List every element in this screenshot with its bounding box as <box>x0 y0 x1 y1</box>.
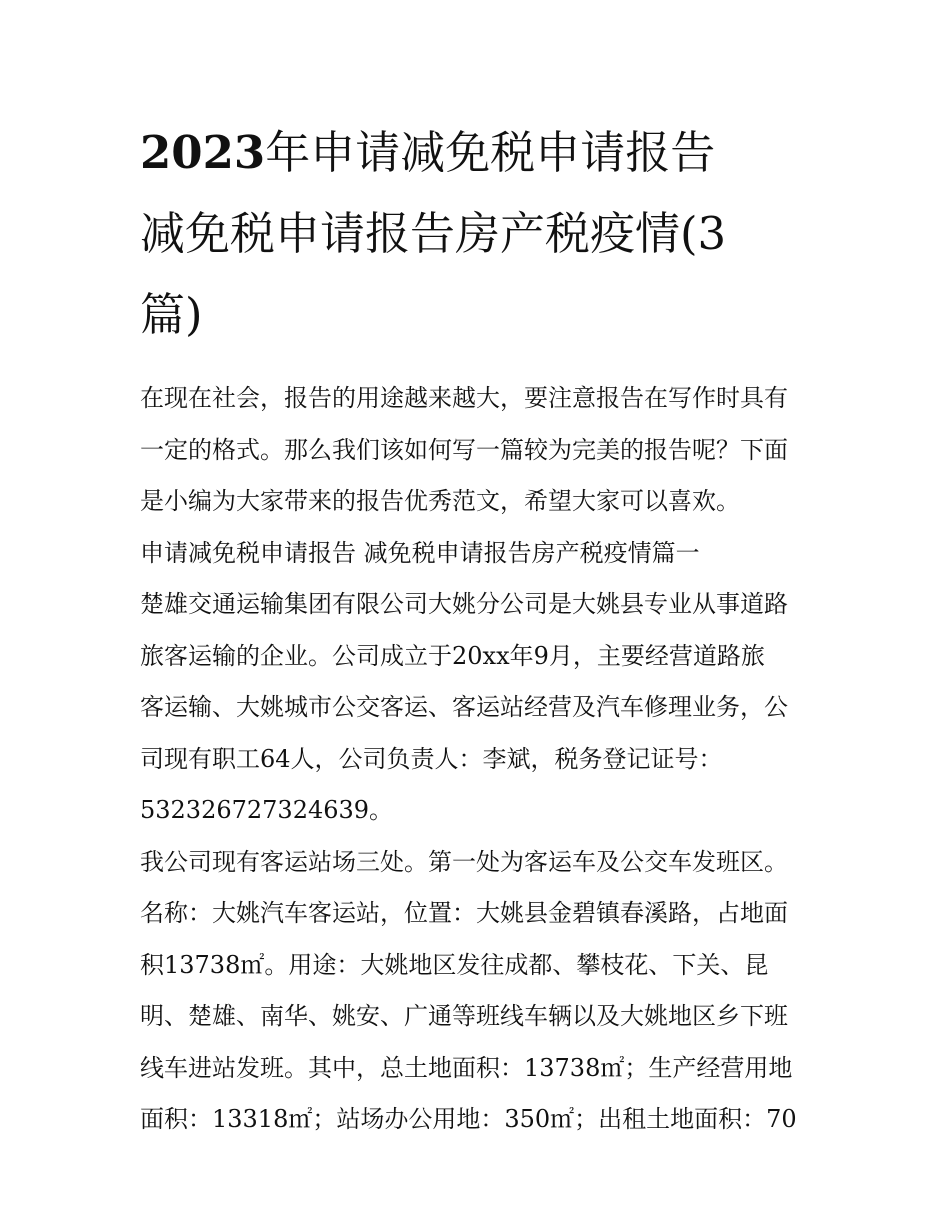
document-page <box>140 112 820 1146</box>
document-title <box>140 112 820 355</box>
body-line: 楚雄交通运输集团有限公司大姚分公司是大姚县专业从事道路 <box>140 590 788 618</box>
body-line: 司现有职工64人，公司负责人：李斌，税务登记证号： <box>140 744 723 773</box>
body-line: 我公司现有客运站场三处。第一处为客运车及公交车发班区。 <box>140 847 788 876</box>
body-line: 线车进站发班。其中，总土地面积：13738㎡；生产经营用地 <box>140 1053 793 1082</box>
body-line: 名称：大姚汽车客运站，位置：大姚县金碧镇春溪路，占地面 <box>140 899 788 927</box>
body-line: 一定的格式。那么我们该如何写一篇较为完美的报告呢？下面 <box>140 435 788 464</box>
body-line: 客运输、大姚城市公交客运、客运站经营及汽车修理业务，公 <box>140 693 788 721</box>
section-heading: 申请减免税申请报告 减免税申请报告房产税疫情篇一 <box>140 538 700 567</box>
body-line: 在现在社会，报告的用途越来越大，要注意报告在写作时具有 <box>140 384 788 412</box>
body-line: 旅客运输的企业。公司成立于20xx年9月，主要经营道路旅 <box>140 641 765 670</box>
document-body <box>140 373 820 1146</box>
body-line: 积13738㎡。用途：大姚地区发往成都、攀枝花、下关、昆 <box>140 950 769 979</box>
title-line-2: 减免税申请报告房产税疫情(3 <box>140 207 727 260</box>
body-line: 是小编为大家带来的报告优秀范文，希望大家可以喜欢。 <box>140 487 740 515</box>
body-line: 532326727324639。 <box>140 796 394 824</box>
title-line-3: 篇) <box>140 288 203 341</box>
title-year: 2023 <box>140 126 266 179</box>
body-line: 面积：13318㎡；站场办公用地：350㎡；出租土地面积：70 <box>140 1105 797 1133</box>
title-line-1: 年申请减免税申请报告 <box>265 126 716 179</box>
body-line: 明、楚雄、南华、姚安、广通等班线车辆以及大姚地区乡下班 <box>140 1002 788 1030</box>
